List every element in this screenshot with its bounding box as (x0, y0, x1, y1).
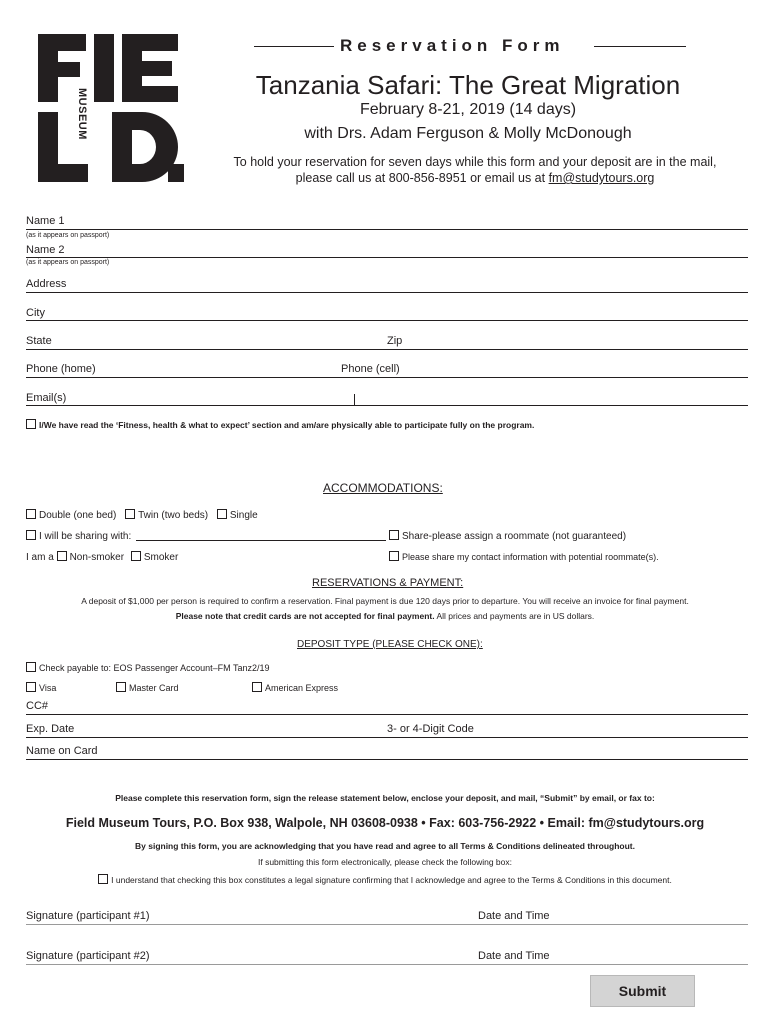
name2-sub: (as it appears on passport) (26, 259, 110, 266)
signature2-field[interactable] (26, 964, 748, 965)
sharing-name-field[interactable] (136, 540, 386, 541)
complete-instructions: Please complete this reservation form, sign the release statement below, enclose your deposit, and mail, “Submit” by email, or fax to: (115, 793, 655, 803)
trip-dates: February 8-21, 2019 (14 days) (359, 101, 577, 118)
mastercard-checkbox[interactable] (116, 682, 126, 692)
name1-label: Name 1 (26, 215, 65, 227)
twin-checkbox[interactable] (125, 509, 135, 519)
credit-note (20, 611, 750, 621)
sharing-checkbox[interactable] (26, 530, 36, 540)
sharing-label: I will be sharing with: (39, 531, 132, 542)
svg-text:MUSEUM: MUSEUM (76, 88, 88, 140)
text-cursor (354, 394, 355, 405)
reservation-hold-note (205, 154, 745, 186)
visa-checkbox[interactable] (26, 682, 36, 692)
name2-label: Name 2 (26, 244, 65, 256)
address-field[interactable] (26, 292, 748, 293)
form-heading: Reservation Form (340, 36, 565, 55)
nonsmoker-label: Non-smoker (69, 552, 125, 563)
legal-signature-checkbox[interactable] (98, 874, 108, 884)
fitness-checkbox[interactable] (26, 419, 36, 429)
check-label: Check payable to: EOS Passenger Account–FM Tanz2/19 (39, 663, 270, 673)
phone-home-label: Phone (home) (26, 363, 96, 375)
name2-field[interactable] (26, 257, 748, 258)
share-contact-checkbox[interactable] (389, 551, 399, 561)
signature1-label: Signature (participant #1) (26, 910, 150, 922)
visa-row (26, 682, 56, 693)
signature2-label: Signature (participant #2) (26, 950, 150, 962)
smoker-row (26, 551, 178, 563)
sharing-row (26, 530, 131, 542)
visa-label: Visa (39, 683, 57, 693)
phone-cell-label: Phone (cell) (341, 363, 400, 375)
note-line-2: please call us at 800-856-8951 or email us at (295, 171, 549, 185)
fitness-text: I/We have read the ‘Fitness, health & what to expect’ section and am/are physically able to participate fully on the program. (39, 420, 535, 430)
date2-label: Date and Time (478, 950, 550, 962)
credit-note-rest: All prices and payments are in US dollars. (434, 611, 595, 621)
fitness-statement (26, 419, 534, 430)
heading-rule-right (594, 46, 686, 47)
iam-label: I am a (26, 552, 54, 563)
email-link[interactable]: fm@studytours.org (548, 171, 655, 185)
note-line-1: To hold your reservation for seven days while this form and your deposit are in the mail, (233, 155, 717, 169)
share-contact-row (389, 551, 659, 562)
zip-label: Zip (387, 335, 403, 347)
code-label: 3- or 4-Digit Code (387, 723, 474, 735)
city-label: City (26, 307, 45, 319)
phone-field[interactable] (26, 377, 748, 378)
legal-signature-row (20, 874, 750, 885)
deposit-text: A deposit of $1,000 per person is required to confirm a reservation. Final payment is due 120 days prior to departure. You will receive an invoice for final payment. (81, 596, 689, 606)
smoker-label: Smoker (143, 552, 179, 563)
smoker-checkbox[interactable] (131, 551, 141, 561)
mastercard-row (116, 682, 179, 693)
single-label: Single (229, 510, 258, 521)
check-checkbox[interactable] (26, 662, 36, 672)
name1-sub: (as it appears on passport) (26, 232, 110, 239)
twin-label: Twin (two beds) (138, 510, 209, 521)
cc-label: CC# (26, 700, 49, 712)
state-zip-field[interactable] (26, 349, 748, 350)
field-museum-logo (38, 34, 184, 182)
heading-rule-left (254, 46, 334, 47)
reservations-heading: RESERVATIONS & PAYMENT: (312, 577, 464, 589)
signature1-field[interactable] (26, 924, 748, 925)
address-label: Address (26, 278, 67, 290)
room-type-options (26, 509, 258, 521)
amex-row (252, 682, 338, 693)
share-contact-label: Please share my contact information with potential roommate(s). (402, 552, 659, 562)
cc-field[interactable] (26, 714, 748, 715)
share-assign-checkbox[interactable] (389, 530, 399, 540)
state-label: State (26, 335, 52, 347)
nonsmoker-checkbox[interactable] (57, 551, 67, 561)
credit-note-bold: Please note that credit cards are not accepted for final payment. (175, 611, 435, 621)
amex-checkbox[interactable] (252, 682, 262, 692)
share-assign-label: Share-please assign a roommate (not guaranteed) (402, 531, 627, 542)
exp-label: Exp. Date (26, 723, 75, 735)
single-checkbox[interactable] (217, 509, 227, 519)
electronic-text: If submitting this form electronically, please check the following box: (257, 857, 513, 867)
name-on-card-field[interactable] (26, 759, 748, 760)
date1-label: Date and Time (478, 910, 550, 922)
mailing-address: Field Museum Tours, P.O. Box 938, Walpole, NH 03608-0938 • Fax: 603-756-2922 • Email: fm@studytours.org (65, 816, 705, 830)
double-checkbox[interactable] (26, 509, 36, 519)
amex-label: American Express (265, 683, 339, 693)
acknowledgement-text: By signing this form, you are acknowledging that you have read and agree to all Terms & Conditions delineated throughout. (135, 841, 635, 851)
emails-field[interactable] (26, 405, 748, 406)
city-field[interactable] (26, 320, 748, 321)
deposit-type-heading: DEPOSIT TYPE (PLEASE CHECK ONE): (297, 639, 483, 650)
legal-signature-text: I understand that checking this box constitutes a legal signature confirming that I acknowledge and agree to the Terms & Conditions in this document. (111, 875, 672, 885)
double-label: Double (one bed) (39, 510, 117, 521)
trip-title: Tanzania Safari: The Great Migration (255, 70, 681, 100)
name1-field[interactable] (26, 229, 748, 230)
accommodations-heading: ACCOMMODATIONS: (323, 481, 443, 495)
check-row (26, 662, 269, 673)
name-on-card-label: Name on Card (26, 745, 98, 757)
submit-button[interactable]: Submit (590, 975, 695, 1007)
exp-code-field[interactable] (26, 737, 748, 738)
share-assign-row (389, 530, 626, 542)
trip-hosts: with Drs. Adam Ferguson & Molly McDonough (304, 125, 632, 142)
emails-label: Email(s) (26, 392, 67, 404)
mastercard-label: Master Card (129, 683, 179, 693)
